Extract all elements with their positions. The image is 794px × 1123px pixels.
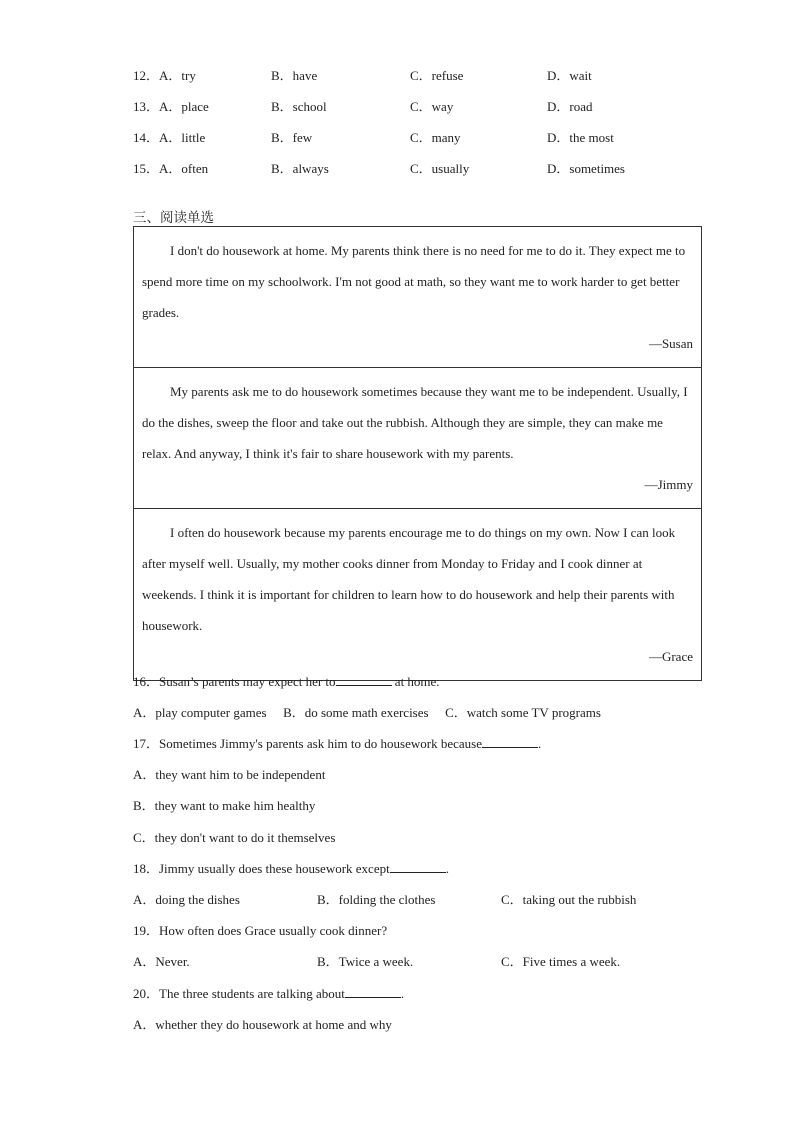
- option-c: C．watch some TV programs: [445, 705, 601, 720]
- option-a: little: [181, 130, 206, 145]
- section-heading: 三、阅读单选: [133, 210, 214, 226]
- passage-row: [134, 227, 702, 368]
- answer-blank: [390, 859, 446, 873]
- passage-text: My parents ask me to do housework sometimes because they want me to be independent. Usually, I do the dishes, sweep the floor and take out the rubbish. Although they are simple, they can make me relax. And anyway, I think it's fair to share housework with my parents.: [142, 384, 688, 461]
- question-16-options: [133, 703, 601, 723]
- question-20-stem: 20．The three students are talking about .: [133, 986, 405, 1001]
- question-17-option-a: A．they want him to be independent: [133, 767, 326, 782]
- question-20-option-a: A．whether they do housework at home and why: [133, 1017, 392, 1032]
- question-19-option-c: C．Five times a week.: [501, 954, 621, 969]
- question-17-stem: 17．Sometimes Jimmy's parents ask him to do housework because .: [133, 736, 542, 751]
- passage-text: I don't do housework at home. My parents think there is no need for me to do it. They expect me to spend more time on my schoolwork. I'm not good at math, so they want me to work harder to get better grades.: [142, 243, 686, 320]
- option-a: often: [181, 161, 209, 176]
- passage-grace: [134, 509, 702, 681]
- passage-signature: —Jimmy: [644, 477, 693, 492]
- option-b: B．few: [271, 130, 313, 145]
- question-19-option-b: B．Twice a week.: [317, 954, 414, 969]
- passage-susan: [134, 227, 702, 368]
- option-c: C．usually: [410, 161, 470, 176]
- passage-text: I often do housework because my parents encourage me to do things on my own. Now I can look after myself well. Usually, my mother cooks dinner from Monday to Friday and I cook dinner at weekends. I think it is important for children to learn how to do housework and help their parents with housework.: [142, 525, 676, 633]
- question-number: 15．A．often: [133, 161, 209, 176]
- question-19-stem: 19．How often does Grace usually cook dinner?: [133, 923, 388, 938]
- question-18-stem: 18．Jimmy usually does these housework except .: [133, 861, 449, 876]
- option-d: D．wait: [547, 68, 592, 83]
- option-c: C．way: [410, 99, 454, 114]
- question-16-stem: 16．Susan’s parents may expect her to at home.: [133, 674, 440, 689]
- option-a: A．play computer games: [133, 705, 267, 720]
- option-c: C．many: [410, 130, 461, 145]
- option-b: B．do some math exercises: [283, 705, 429, 720]
- option-c: C．refuse: [410, 68, 464, 83]
- question-19-option-a: A．Never.: [133, 954, 190, 969]
- option-b: B．have: [271, 68, 318, 83]
- question-number: 12．A．try: [133, 68, 196, 83]
- question-number: 13．A．place: [133, 99, 209, 114]
- passage-signature: —Grace: [648, 649, 693, 664]
- option-d: D．sometimes: [547, 161, 625, 176]
- question-17-option-b: B．they want to make him healthy: [133, 798, 316, 813]
- answer-blank: [345, 984, 401, 998]
- passage-jimmy: [134, 368, 702, 509]
- option-a: place: [181, 99, 209, 114]
- question-18-option-c: C．taking out the rubbish: [501, 892, 637, 907]
- option-d: D．road: [547, 99, 593, 114]
- passage-row: [134, 509, 702, 681]
- option-b: B．school: [271, 99, 327, 114]
- answer-blank: [336, 672, 392, 686]
- passage-row: [134, 368, 702, 509]
- question-17-option-c: C．they don't want to do it themselves: [133, 830, 336, 845]
- option-b: B．always: [271, 161, 329, 176]
- passages-table: [133, 226, 702, 681]
- question-18-option-b: B．folding the clothes: [317, 892, 436, 907]
- answer-blank: [482, 734, 538, 748]
- question-number: 14．A．little: [133, 130, 206, 145]
- option-d: D．the most: [547, 130, 614, 145]
- option-a: try: [181, 68, 196, 83]
- question-18-option-a: A．doing the dishes: [133, 892, 240, 907]
- passage-signature: —Susan: [648, 336, 693, 351]
